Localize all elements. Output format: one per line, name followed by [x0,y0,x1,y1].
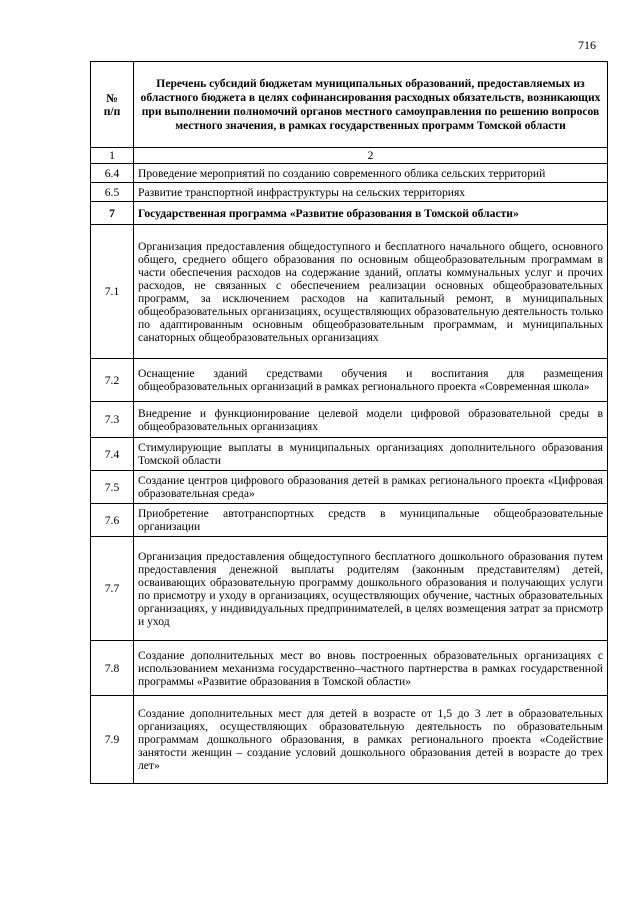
row-text: Приобретение автотранспортных средств в муниципальные общеобразовательные организации [134,504,608,537]
table-row [91,402,608,438]
page-number: 716 [578,38,596,52]
row-number: 7.5 [91,471,134,504]
row-text: Создание дополнительных мест для детей в возрасте от 1,5 до 3 лет в образовательных организациях, осуществляющих образовательную деятельность по образовательным программам дошкольного образования, в рамках регионального проекта «Содействие занятости женщин – создание условий дошкольного образования детей в возрасте до трех лет» [134,696,608,784]
row-text: Развитие транспортной инфраструктуры на сельских территориях [134,183,608,202]
row-text: Создание дополнительных мест во вновь построенных образовательных организациях с использованием механизма государственно–частного партнерства в рамках государственной программы «Развитие образования в Томской области» [134,641,608,696]
header-title-cell: Перечень субсидий бюджетам муниципальных образований, предоставляемых из областного бюджета в целях софинансирования расходных обязательств, возникающих при выполнении полномочий органов местного самоуправления по решению вопросов местного значения, в рамках государственных программ Томской области [134,62,608,148]
subsidies-table [90,61,608,784]
column-number-2: 2 [134,148,608,164]
table-row [91,504,608,537]
column-numbers-row [91,148,608,164]
table-header-row [91,62,608,148]
row-text: Стимулирующие выплаты в муниципальных организациях дополнительного образования Томской области [134,438,608,471]
table-row [91,537,608,641]
row-number: 6.4 [91,164,134,183]
table-row [91,359,608,402]
header-number-cell: № п/п [91,62,134,148]
row-number: 7.4 [91,438,134,471]
row-text: Создание центров цифрового образования детей в рамках регионального проекта «Цифровая образовательная среда» [134,471,608,504]
row-number: 7.2 [91,359,134,402]
row-number: 7.8 [91,641,134,696]
row-number: 7 [91,202,134,225]
table-row [91,164,608,183]
row-number: 6.5 [91,183,134,202]
row-number: 7.1 [91,225,134,359]
row-text: Организация предоставления общедоступного бесплатного дошкольного образования путем предоставления денежной выплаты родителям (законным представителям) детей, осваивающих образовательную программу дошкольного образования и получающих услуги по присмотру и уходу в организациях, осуществляющих обучение, частных образовательных организациях, у индивидуальных предпринимателей, в целях возмещения затрат за присмотр и уход [134,537,608,641]
table-row [91,641,608,696]
table-row [91,471,608,504]
row-number: 7.7 [91,537,134,641]
row-text: Государственная программа «Развитие образования в Томской области» [134,202,608,225]
row-text: Внедрение и функционирование целевой модели цифровой образовательной среды в общеобразовательных организациях [134,402,608,438]
row-text: Оснащение зданий средствами обучения и воспитания для размещения общеобразовательных организаций в рамках регионального проекта «Современная школа» [134,359,608,402]
row-number: 7.9 [91,696,134,784]
row-text: Проведение мероприятий по созданию современного облика сельских территорий [134,164,608,183]
row-number: 7.3 [91,402,134,438]
table-row [91,225,608,359]
row-text: Организация предоставления общедоступного и бесплатного начального общего, основного общего, среднего общего образования по основным общеобразовательным программам в части обеспечения расходов на содержание зданий, оплаты коммунальных услуг и прочих расходов, не связанных с обеспечением реализации основных общеобразовательных программ, за исключением расходов на капитальный ремонт, в муниципальных общеобразовательных организациях, осуществляющих образовательную деятельность только по адаптированным основным общеобразовательным программам, и муниципальных санаторных общеобразовательных организациях [134,225,608,359]
table-row [91,183,608,202]
column-number-1: 1 [91,148,134,164]
table-row [91,202,608,225]
row-number: 7.6 [91,504,134,537]
table-row [91,438,608,471]
table-row [91,696,608,784]
